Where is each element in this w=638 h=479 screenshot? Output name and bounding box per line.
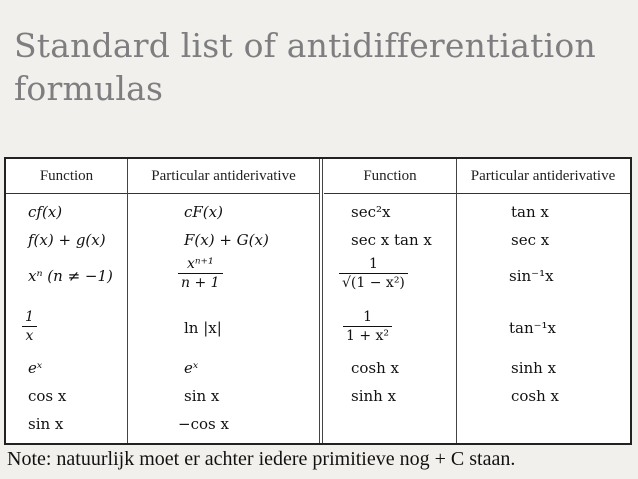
table-cell: ln |x| <box>184 319 222 337</box>
column-divider-double <box>319 159 323 443</box>
table-cell: xⁿ (n ≠ −1) <box>28 267 113 285</box>
footnote: Note: natuurlijk moet er achter iedere primitieve nog + C staan. <box>7 448 516 470</box>
table-cell: sec x tan x <box>351 231 432 249</box>
table-cell-fraction <box>339 256 408 292</box>
table-cell: cF(x) <box>184 203 223 221</box>
table-cell: eˣ <box>184 359 199 377</box>
header-antiderivative-1: Particular antiderivative <box>127 159 320 194</box>
table-cell: F(x) + G(x) <box>184 231 269 249</box>
header-function-1: Function <box>6 159 127 194</box>
fraction-numerator: 1 <box>368 256 378 272</box>
column-divider <box>127 159 128 443</box>
slide-title: Standard list of antidifferentiation formulas <box>14 26 596 108</box>
table-cell: cosh x <box>351 359 400 377</box>
table-cell: sinh x <box>511 359 557 377</box>
fraction-numerator: xⁿ⁺¹ <box>186 256 214 272</box>
fraction-numerator: 1 <box>363 309 372 325</box>
header-function-2: Function <box>324 159 456 194</box>
antiderivative-table <box>4 157 632 445</box>
table-cell: tan⁻¹x <box>509 319 557 337</box>
table-cell: f(x) + g(x) <box>28 231 106 249</box>
table-cell: sinh x <box>351 387 397 405</box>
fraction-numerator: 1 <box>25 309 34 325</box>
table-cell: sec x <box>511 231 550 249</box>
table-cell: cos x <box>28 387 67 405</box>
table-cell: tan x <box>511 203 549 221</box>
fraction-denominator: n + 1 <box>178 273 223 292</box>
column-divider <box>456 159 457 443</box>
table-cell: eˣ <box>28 359 43 377</box>
table-cell: sin x <box>184 387 220 405</box>
fraction-denominator: x <box>22 326 37 345</box>
table-cell: cosh x <box>511 387 560 405</box>
fraction-denominator: √(1 − x²) <box>339 273 408 292</box>
table-cell: −cos x <box>178 415 229 433</box>
fraction-denominator: 1 + x² <box>343 326 392 345</box>
table-cell: sin x <box>28 415 64 433</box>
table-cell-fraction <box>343 309 392 345</box>
table-cell: sin⁻¹x <box>509 267 554 285</box>
table-cell: sec²x <box>351 203 391 221</box>
table-cell-fraction <box>22 309 37 345</box>
table-cell: cf(x) <box>28 203 63 221</box>
header-antiderivative-2: Particular antiderivative <box>456 159 630 194</box>
table-cell-fraction <box>178 256 223 292</box>
